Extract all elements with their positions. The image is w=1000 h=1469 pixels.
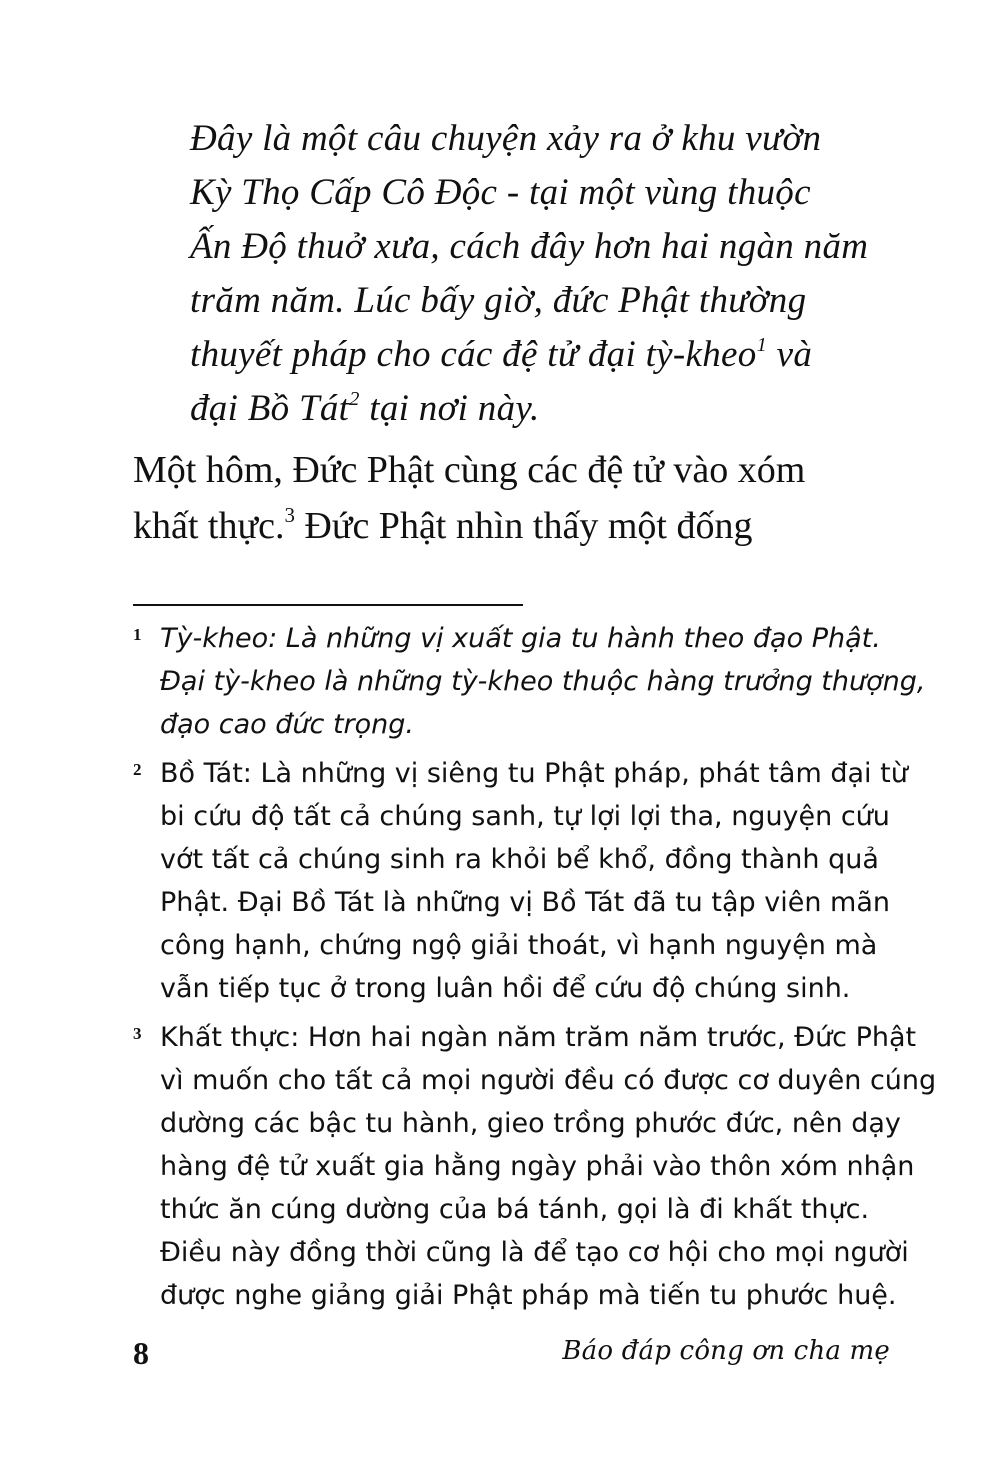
intro-line-text: đại Bồ Tát (190, 388, 350, 429)
intro-line (190, 382, 890, 436)
body-line (133, 498, 893, 554)
footnotes (133, 617, 937, 1323)
intro-paragraph (190, 112, 890, 436)
footnote-line: vẫn tiếp tục ở trong luân hồi để cứu độ chúng sinh. (160, 973, 851, 1004)
intro-line: Kỳ Thọ Cấp Cô Độc - tại một vùng thuộc (190, 172, 811, 213)
footnote-line: Phật. Đại Bồ Tát là những vị Bồ Tát đã tu tập viên mãn (160, 887, 890, 918)
footnote-line: Khất thực: Hơn hai ngàn năm trăm năm trước, Đức Phật (160, 1022, 917, 1053)
body-line-text: khất thực. (133, 505, 285, 547)
intro-line (190, 328, 890, 382)
footnote-ref-1: 1 (756, 333, 768, 356)
intro-line: Đây là một câu chuyện xảy ra ở khu vườn (190, 118, 822, 159)
footnote-line: đạo cao đức trọng. (160, 709, 414, 740)
intro-line-tail: và (767, 334, 813, 375)
footnote-line: Điều này đồng thời cũng là để tạo cơ hội cho mọi người (160, 1237, 909, 1268)
body-line: Một hôm, Đức Phật cùng các đệ tử vào xóm (133, 449, 806, 491)
intro-line-text: thuyết pháp cho các đệ tử đại tỳ-kheo (190, 334, 757, 375)
body-line-tail: Đức Phật nhìn thấy một đống (294, 505, 753, 547)
footnote-2 (133, 752, 908, 1010)
footnote-line: được nghe giảng giải Phật pháp mà tiến tu phước huệ. (160, 1280, 897, 1311)
intro-line-tail: tại nơi này. (359, 388, 540, 429)
footnote-line: thức ăn cúng dường của bá tánh, gọi là đi khất thực. (160, 1194, 870, 1225)
footnote-line: bi cứu độ tất cả chúng sanh, tự lợi lợi tha, nguyện cứu (160, 801, 890, 832)
footnote-number: 3 (133, 1024, 142, 1043)
intro-line: Ấn Độ thuở xưa, cách đây hơn hai ngàn năm (190, 226, 869, 267)
footnote-line: vớt tất cả chúng sinh ra khỏi bể khổ, đồng thành quả (160, 844, 879, 875)
footnote-line: dường các bậc tu hành, gieo trồng phước đức, nên dạy (160, 1108, 901, 1139)
footnote-ref-2: 2 (349, 387, 360, 410)
footnote-line: vì muốn cho tất cả mọi người đều có được cơ duyên cúng (160, 1065, 937, 1096)
running-title: Báo đáp công ơn cha mẹ (562, 1336, 890, 1366)
footnote-line: Đại tỳ-kheo là những tỳ-kheo thuộc hàng trưởng thượng, (160, 666, 926, 697)
footnote-number: 2 (133, 760, 142, 779)
footnote-divider (133, 604, 523, 606)
page-number: 8 (133, 1335, 149, 1371)
footnote-1 (133, 617, 926, 746)
footnote-3 (133, 1016, 937, 1317)
footnote-line: hàng đệ tử xuất gia hằng ngày phải vào thôn xóm nhận (160, 1151, 915, 1182)
intro-line: trăm năm. Lúc bấy giờ, đức Phật thường (190, 280, 807, 321)
footnote-number: 1 (133, 625, 142, 644)
footnote-ref-3: 3 (284, 503, 295, 528)
footnote-line: Bồ Tát: Là những vị siêng tu Phật pháp, phát tâm đại từ (160, 758, 908, 789)
footnote-line: Tỳ-kheo: Là những vị xuất gia tu hành theo đạo Phật. (160, 623, 881, 654)
footnote-line: công hạnh, chứng ngộ giải thoát, vì hạnh nguyện mà (160, 930, 878, 961)
body-paragraph (133, 442, 893, 554)
